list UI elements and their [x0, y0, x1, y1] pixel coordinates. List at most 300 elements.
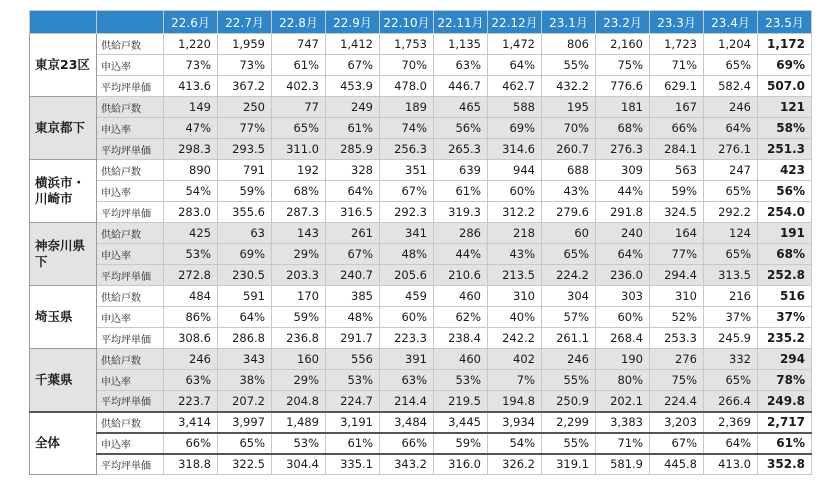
month-header: 22.10月 — [380, 11, 434, 34]
data-cell: 335.1 — [326, 454, 380, 475]
data-cell: 385 — [326, 286, 380, 307]
table-row — [30, 286, 812, 307]
data-cell: 68% — [272, 181, 326, 202]
data-cell: 70% — [542, 118, 596, 139]
data-cell: 351 — [380, 160, 434, 181]
data-cell: 60% — [596, 307, 650, 328]
data-cell: 688 — [542, 160, 596, 181]
table-row — [30, 118, 812, 139]
data-cell: 74% — [380, 118, 434, 139]
data-cell: 73% — [164, 55, 218, 76]
month-header: 22.8月 — [272, 11, 326, 34]
data-cell: 124 — [704, 223, 758, 244]
data-cell: 316.0 — [434, 454, 488, 475]
data-cell: 67% — [650, 433, 704, 454]
region-group — [30, 97, 812, 160]
data-cell: 453.9 — [326, 76, 380, 97]
data-cell: 63% — [434, 55, 488, 76]
data-cell: 48% — [380, 244, 434, 265]
data-cell: 460 — [434, 286, 488, 307]
data-cell: 58% — [758, 118, 812, 139]
data-cell: 332 — [704, 349, 758, 370]
data-cell: 246 — [164, 349, 218, 370]
data-cell: 238.4 — [434, 328, 488, 349]
data-cell: 242.2 — [488, 328, 542, 349]
data-cell: 516 — [758, 286, 812, 307]
data-cell: 293.5 — [218, 139, 272, 160]
data-cell: 326.2 — [488, 454, 542, 475]
data-cell: 60% — [488, 181, 542, 202]
data-cell: 224.7 — [326, 391, 380, 412]
data-cell: 236.8 — [272, 328, 326, 349]
data-cell: 3,383 — [596, 412, 650, 433]
data-cell: 639 — [434, 160, 488, 181]
data-cell: 308.6 — [164, 328, 218, 349]
data-cell: 272.8 — [164, 265, 218, 286]
header-row — [30, 11, 812, 34]
data-cell: 64% — [704, 433, 758, 454]
data-cell: 944 — [488, 160, 542, 181]
data-cell: 310 — [488, 286, 542, 307]
data-cell: 313.5 — [704, 265, 758, 286]
metric-label: 平均坪単価 — [97, 202, 164, 223]
data-cell: 291.7 — [326, 328, 380, 349]
data-cell: 776.6 — [596, 76, 650, 97]
metric-label: 平均坪単価 — [97, 454, 164, 475]
data-cell: 240 — [596, 223, 650, 244]
data-cell: 1,753 — [380, 34, 434, 55]
data-cell: 2,717 — [758, 412, 812, 433]
data-cell: 747 — [272, 34, 326, 55]
table-row — [30, 349, 812, 370]
data-cell: 462.7 — [488, 76, 542, 97]
data-cell: 478.0 — [380, 76, 434, 97]
data-cell: 284.1 — [650, 139, 704, 160]
data-cell: 1,412 — [326, 34, 380, 55]
data-cell: 588 — [488, 97, 542, 118]
data-cell: 423 — [758, 160, 812, 181]
data-cell: 80% — [596, 370, 650, 391]
data-cell: 29% — [272, 244, 326, 265]
data-cell: 276 — [650, 349, 704, 370]
data-cell: 253.3 — [650, 328, 704, 349]
data-cell: 446.7 — [434, 76, 488, 97]
data-cell: 251.3 — [758, 139, 812, 160]
region-group — [30, 412, 812, 475]
region-name: 神奈川県下 — [30, 223, 97, 286]
data-cell: 2,369 — [704, 412, 758, 433]
table-row — [30, 433, 812, 454]
data-cell: 581.9 — [596, 454, 650, 475]
metric-label: 平均坪単価 — [97, 139, 164, 160]
data-cell: 61% — [758, 433, 812, 454]
data-cell: 286 — [434, 223, 488, 244]
data-cell: 250.9 — [542, 391, 596, 412]
data-cell: 65% — [218, 433, 272, 454]
region-group — [30, 223, 812, 286]
data-cell: 203.3 — [272, 265, 326, 286]
data-cell: 149 — [164, 97, 218, 118]
data-cell: 64% — [218, 307, 272, 328]
data-cell: 283.0 — [164, 202, 218, 223]
data-cell: 287.3 — [272, 202, 326, 223]
data-cell: 66% — [380, 433, 434, 454]
data-cell: 432.2 — [542, 76, 596, 97]
data-cell: 57% — [542, 307, 596, 328]
data-cell: 402.3 — [272, 76, 326, 97]
data-cell: 230.5 — [218, 265, 272, 286]
data-cell: 343 — [218, 349, 272, 370]
data-cell: 68% — [758, 244, 812, 265]
data-cell: 164 — [650, 223, 704, 244]
data-cell: 292.2 — [704, 202, 758, 223]
data-cell: 629.1 — [650, 76, 704, 97]
metric-label: 供給戸数 — [97, 97, 164, 118]
data-cell: 43% — [542, 181, 596, 202]
table-row — [30, 76, 812, 97]
data-cell: 213.5 — [488, 265, 542, 286]
data-cell: 591 — [218, 286, 272, 307]
data-cell: 261 — [326, 223, 380, 244]
data-cell: 205.6 — [380, 265, 434, 286]
data-cell: 210.6 — [434, 265, 488, 286]
data-cell: 64% — [326, 181, 380, 202]
data-cell: 266.4 — [704, 391, 758, 412]
data-cell: 2,299 — [542, 412, 596, 433]
data-cell: 73% — [218, 55, 272, 76]
data-cell: 254.0 — [758, 202, 812, 223]
data-cell: 62% — [434, 307, 488, 328]
data-cell: 70% — [380, 55, 434, 76]
metric-label: 供給戸数 — [97, 34, 164, 55]
data-cell: 252.8 — [758, 265, 812, 286]
data-cell: 341 — [380, 223, 434, 244]
data-cell: 59% — [272, 307, 326, 328]
table-row — [30, 391, 812, 412]
data-cell: 276.1 — [704, 139, 758, 160]
data-cell: 310 — [650, 286, 704, 307]
month-header: 23.5月 — [758, 11, 812, 34]
region-name: 千葉県 — [30, 349, 97, 412]
data-cell: 1,135 — [434, 34, 488, 55]
region-name: 全体 — [30, 412, 97, 475]
region-group — [30, 160, 812, 223]
data-cell: 75% — [596, 55, 650, 76]
data-cell: 3,203 — [650, 412, 704, 433]
data-cell: 1,220 — [164, 34, 218, 55]
data-cell: 265.3 — [434, 139, 488, 160]
data-cell: 191 — [758, 223, 812, 244]
data-cell: 391 — [380, 349, 434, 370]
data-cell: 1,204 — [704, 34, 758, 55]
data-cell: 246 — [542, 349, 596, 370]
data-cell: 1,172 — [758, 34, 812, 55]
data-cell: 343.2 — [380, 454, 434, 475]
data-cell: 48% — [326, 307, 380, 328]
data-cell: 249.8 — [758, 391, 812, 412]
data-cell: 53% — [272, 433, 326, 454]
data-cell: 53% — [164, 244, 218, 265]
data-cell: 214.4 — [380, 391, 434, 412]
month-header: 23.4月 — [704, 11, 758, 34]
data-cell: 61% — [326, 118, 380, 139]
table-row — [30, 370, 812, 391]
data-cell: 3,445 — [434, 412, 488, 433]
data-cell: 192 — [272, 160, 326, 181]
data-cell: 563 — [650, 160, 704, 181]
data-cell: 314.6 — [488, 139, 542, 160]
month-header: 23.3月 — [650, 11, 704, 34]
table-row — [30, 202, 812, 223]
data-cell: 68% — [596, 118, 650, 139]
data-cell: 3,997 — [218, 412, 272, 433]
data-cell: 249 — [326, 97, 380, 118]
data-cell: 77 — [272, 97, 326, 118]
metric-label: 供給戸数 — [97, 349, 164, 370]
data-cell: 59% — [434, 433, 488, 454]
data-cell: 65% — [272, 118, 326, 139]
month-header: 22.9月 — [326, 11, 380, 34]
data-cell: 322.5 — [218, 454, 272, 475]
region-name: 東京23区 — [30, 34, 97, 97]
data-cell: 223.7 — [164, 391, 218, 412]
data-cell: 181 — [596, 97, 650, 118]
data-cell: 806 — [542, 34, 596, 55]
data-cell: 235.2 — [758, 328, 812, 349]
data-cell: 60% — [380, 307, 434, 328]
data-cell: 402 — [488, 349, 542, 370]
data-cell: 63% — [380, 370, 434, 391]
data-cell: 121 — [758, 97, 812, 118]
table-header — [30, 11, 812, 34]
data-cell: 86% — [164, 307, 218, 328]
month-header: 22.12月 — [488, 11, 542, 34]
metric-label: 申込率 — [97, 433, 164, 454]
table-row — [30, 328, 812, 349]
data-cell: 261.1 — [542, 328, 596, 349]
data-cell: 55% — [542, 55, 596, 76]
data-cell: 64% — [704, 118, 758, 139]
data-cell: 1,472 — [488, 34, 542, 55]
data-cell: 194.8 — [488, 391, 542, 412]
data-cell: 63 — [218, 223, 272, 244]
data-cell: 245.9 — [704, 328, 758, 349]
table-row — [30, 265, 812, 286]
data-cell: 65% — [704, 55, 758, 76]
data-cell: 328 — [326, 160, 380, 181]
data-cell: 240.7 — [326, 265, 380, 286]
region-name: 横浜市・ 川崎市 — [30, 160, 97, 223]
data-cell: 445.8 — [650, 454, 704, 475]
data-cell: 202.1 — [596, 391, 650, 412]
data-cell: 77% — [650, 244, 704, 265]
data-cell: 236.0 — [596, 265, 650, 286]
data-cell: 77% — [218, 118, 272, 139]
table-row — [30, 34, 812, 55]
metric-label: 供給戸数 — [97, 160, 164, 181]
metric-label: 供給戸数 — [97, 223, 164, 244]
data-cell: 3,414 — [164, 412, 218, 433]
metric-label: 申込率 — [97, 307, 164, 328]
data-cell: 52% — [650, 307, 704, 328]
data-cell: 311.0 — [272, 139, 326, 160]
data-cell: 44% — [434, 244, 488, 265]
data-cell: 465 — [434, 97, 488, 118]
data-cell: 298.3 — [164, 139, 218, 160]
data-cell: 37% — [704, 307, 758, 328]
data-cell: 250 — [218, 97, 272, 118]
data-cell: 43% — [488, 244, 542, 265]
region-name: 埼玉県 — [30, 286, 97, 349]
table-row — [30, 97, 812, 118]
data-cell: 47% — [164, 118, 218, 139]
data-cell: 507.0 — [758, 76, 812, 97]
table-row — [30, 181, 812, 202]
data-cell: 78% — [758, 370, 812, 391]
month-header: 22.11月 — [434, 11, 488, 34]
data-cell: 413.0 — [704, 454, 758, 475]
data-cell: 3,191 — [326, 412, 380, 433]
data-cell: 66% — [650, 118, 704, 139]
data-cell: 56% — [758, 181, 812, 202]
data-cell: 190 — [596, 349, 650, 370]
data-cell: 55% — [542, 370, 596, 391]
data-cell: 69% — [218, 244, 272, 265]
region-group — [30, 349, 812, 412]
metric-label: 平均坪単価 — [97, 391, 164, 412]
data-cell: 303 — [596, 286, 650, 307]
data-cell: 69% — [488, 118, 542, 139]
data-cell: 60 — [542, 223, 596, 244]
data-cell: 56% — [434, 118, 488, 139]
header-blank-region — [30, 11, 97, 34]
data-cell: 61% — [272, 55, 326, 76]
data-cell: 1,723 — [650, 34, 704, 55]
data-cell: 170 — [272, 286, 326, 307]
data-cell: 218 — [488, 223, 542, 244]
data-cell: 3,934 — [488, 412, 542, 433]
data-cell: 312.2 — [488, 202, 542, 223]
metric-label: 申込率 — [97, 181, 164, 202]
data-cell: 304.4 — [272, 454, 326, 475]
data-cell: 556 — [326, 349, 380, 370]
data-cell: 247 — [704, 160, 758, 181]
data-cell: 224.4 — [650, 391, 704, 412]
data-cell: 292.3 — [380, 202, 434, 223]
data-cell: 65% — [704, 244, 758, 265]
metric-label: 供給戸数 — [97, 286, 164, 307]
data-cell: 324.5 — [650, 202, 704, 223]
table-row — [30, 307, 812, 328]
data-cell: 59% — [650, 181, 704, 202]
region-group — [30, 286, 812, 349]
data-cell: 65% — [542, 244, 596, 265]
data-cell: 38% — [218, 370, 272, 391]
data-cell: 61% — [434, 181, 488, 202]
data-cell: 204.8 — [272, 391, 326, 412]
data-cell: 75% — [650, 370, 704, 391]
table-row — [30, 244, 812, 265]
data-cell: 40% — [488, 307, 542, 328]
data-cell: 1,489 — [272, 412, 326, 433]
data-cell: 64% — [488, 55, 542, 76]
data-cell: 294 — [758, 349, 812, 370]
market-data-table — [29, 10, 812, 475]
data-cell: 55% — [542, 433, 596, 454]
data-cell: 67% — [326, 244, 380, 265]
data-cell: 460 — [434, 349, 488, 370]
data-cell: 309 — [596, 160, 650, 181]
data-cell: 294.4 — [650, 265, 704, 286]
metric-label: 平均坪単価 — [97, 76, 164, 97]
data-cell: 224.2 — [542, 265, 596, 286]
table-row — [30, 454, 812, 475]
data-cell: 279.6 — [542, 202, 596, 223]
data-cell: 256.3 — [380, 139, 434, 160]
data-cell: 71% — [650, 55, 704, 76]
table-row — [30, 55, 812, 76]
data-cell: 319.3 — [434, 202, 488, 223]
data-cell: 54% — [488, 433, 542, 454]
data-cell: 63% — [164, 370, 218, 391]
table-row — [30, 139, 812, 160]
data-cell: 67% — [380, 181, 434, 202]
data-cell: 53% — [326, 370, 380, 391]
data-cell: 316.5 — [326, 202, 380, 223]
header-blank-metric — [97, 11, 164, 34]
data-cell: 61% — [326, 433, 380, 454]
data-cell: 29% — [272, 370, 326, 391]
metric-label: 平均坪単価 — [97, 328, 164, 349]
data-cell: 2,160 — [596, 34, 650, 55]
table-row — [30, 223, 812, 244]
data-cell: 167 — [650, 97, 704, 118]
data-cell: 71% — [596, 433, 650, 454]
data-cell: 216 — [704, 286, 758, 307]
data-cell: 367.2 — [218, 76, 272, 97]
data-cell: 65% — [704, 370, 758, 391]
data-cell: 286.8 — [218, 328, 272, 349]
data-cell: 304 — [542, 286, 596, 307]
month-header: 22.6月 — [164, 11, 218, 34]
data-cell: 268.4 — [596, 328, 650, 349]
data-cell: 64% — [596, 244, 650, 265]
data-cell: 207.2 — [218, 391, 272, 412]
table-row — [30, 160, 812, 181]
data-cell: 37% — [758, 307, 812, 328]
region-group — [30, 34, 812, 97]
data-cell: 318.8 — [164, 454, 218, 475]
metric-label: 供給戸数 — [97, 412, 164, 433]
data-cell: 291.8 — [596, 202, 650, 223]
metric-label: 平均坪単価 — [97, 265, 164, 286]
data-cell: 319.1 — [542, 454, 596, 475]
data-cell: 69% — [758, 55, 812, 76]
data-cell: 791 — [218, 160, 272, 181]
data-cell: 1,959 — [218, 34, 272, 55]
data-cell: 189 — [380, 97, 434, 118]
data-cell: 276.3 — [596, 139, 650, 160]
data-cell: 582.4 — [704, 76, 758, 97]
data-cell: 352.8 — [758, 454, 812, 475]
data-cell: 890 — [164, 160, 218, 181]
data-cell: 223.3 — [380, 328, 434, 349]
data-cell: 65% — [704, 181, 758, 202]
data-cell: 425 — [164, 223, 218, 244]
data-cell: 54% — [164, 181, 218, 202]
table-row — [30, 412, 812, 433]
data-cell: 459 — [380, 286, 434, 307]
